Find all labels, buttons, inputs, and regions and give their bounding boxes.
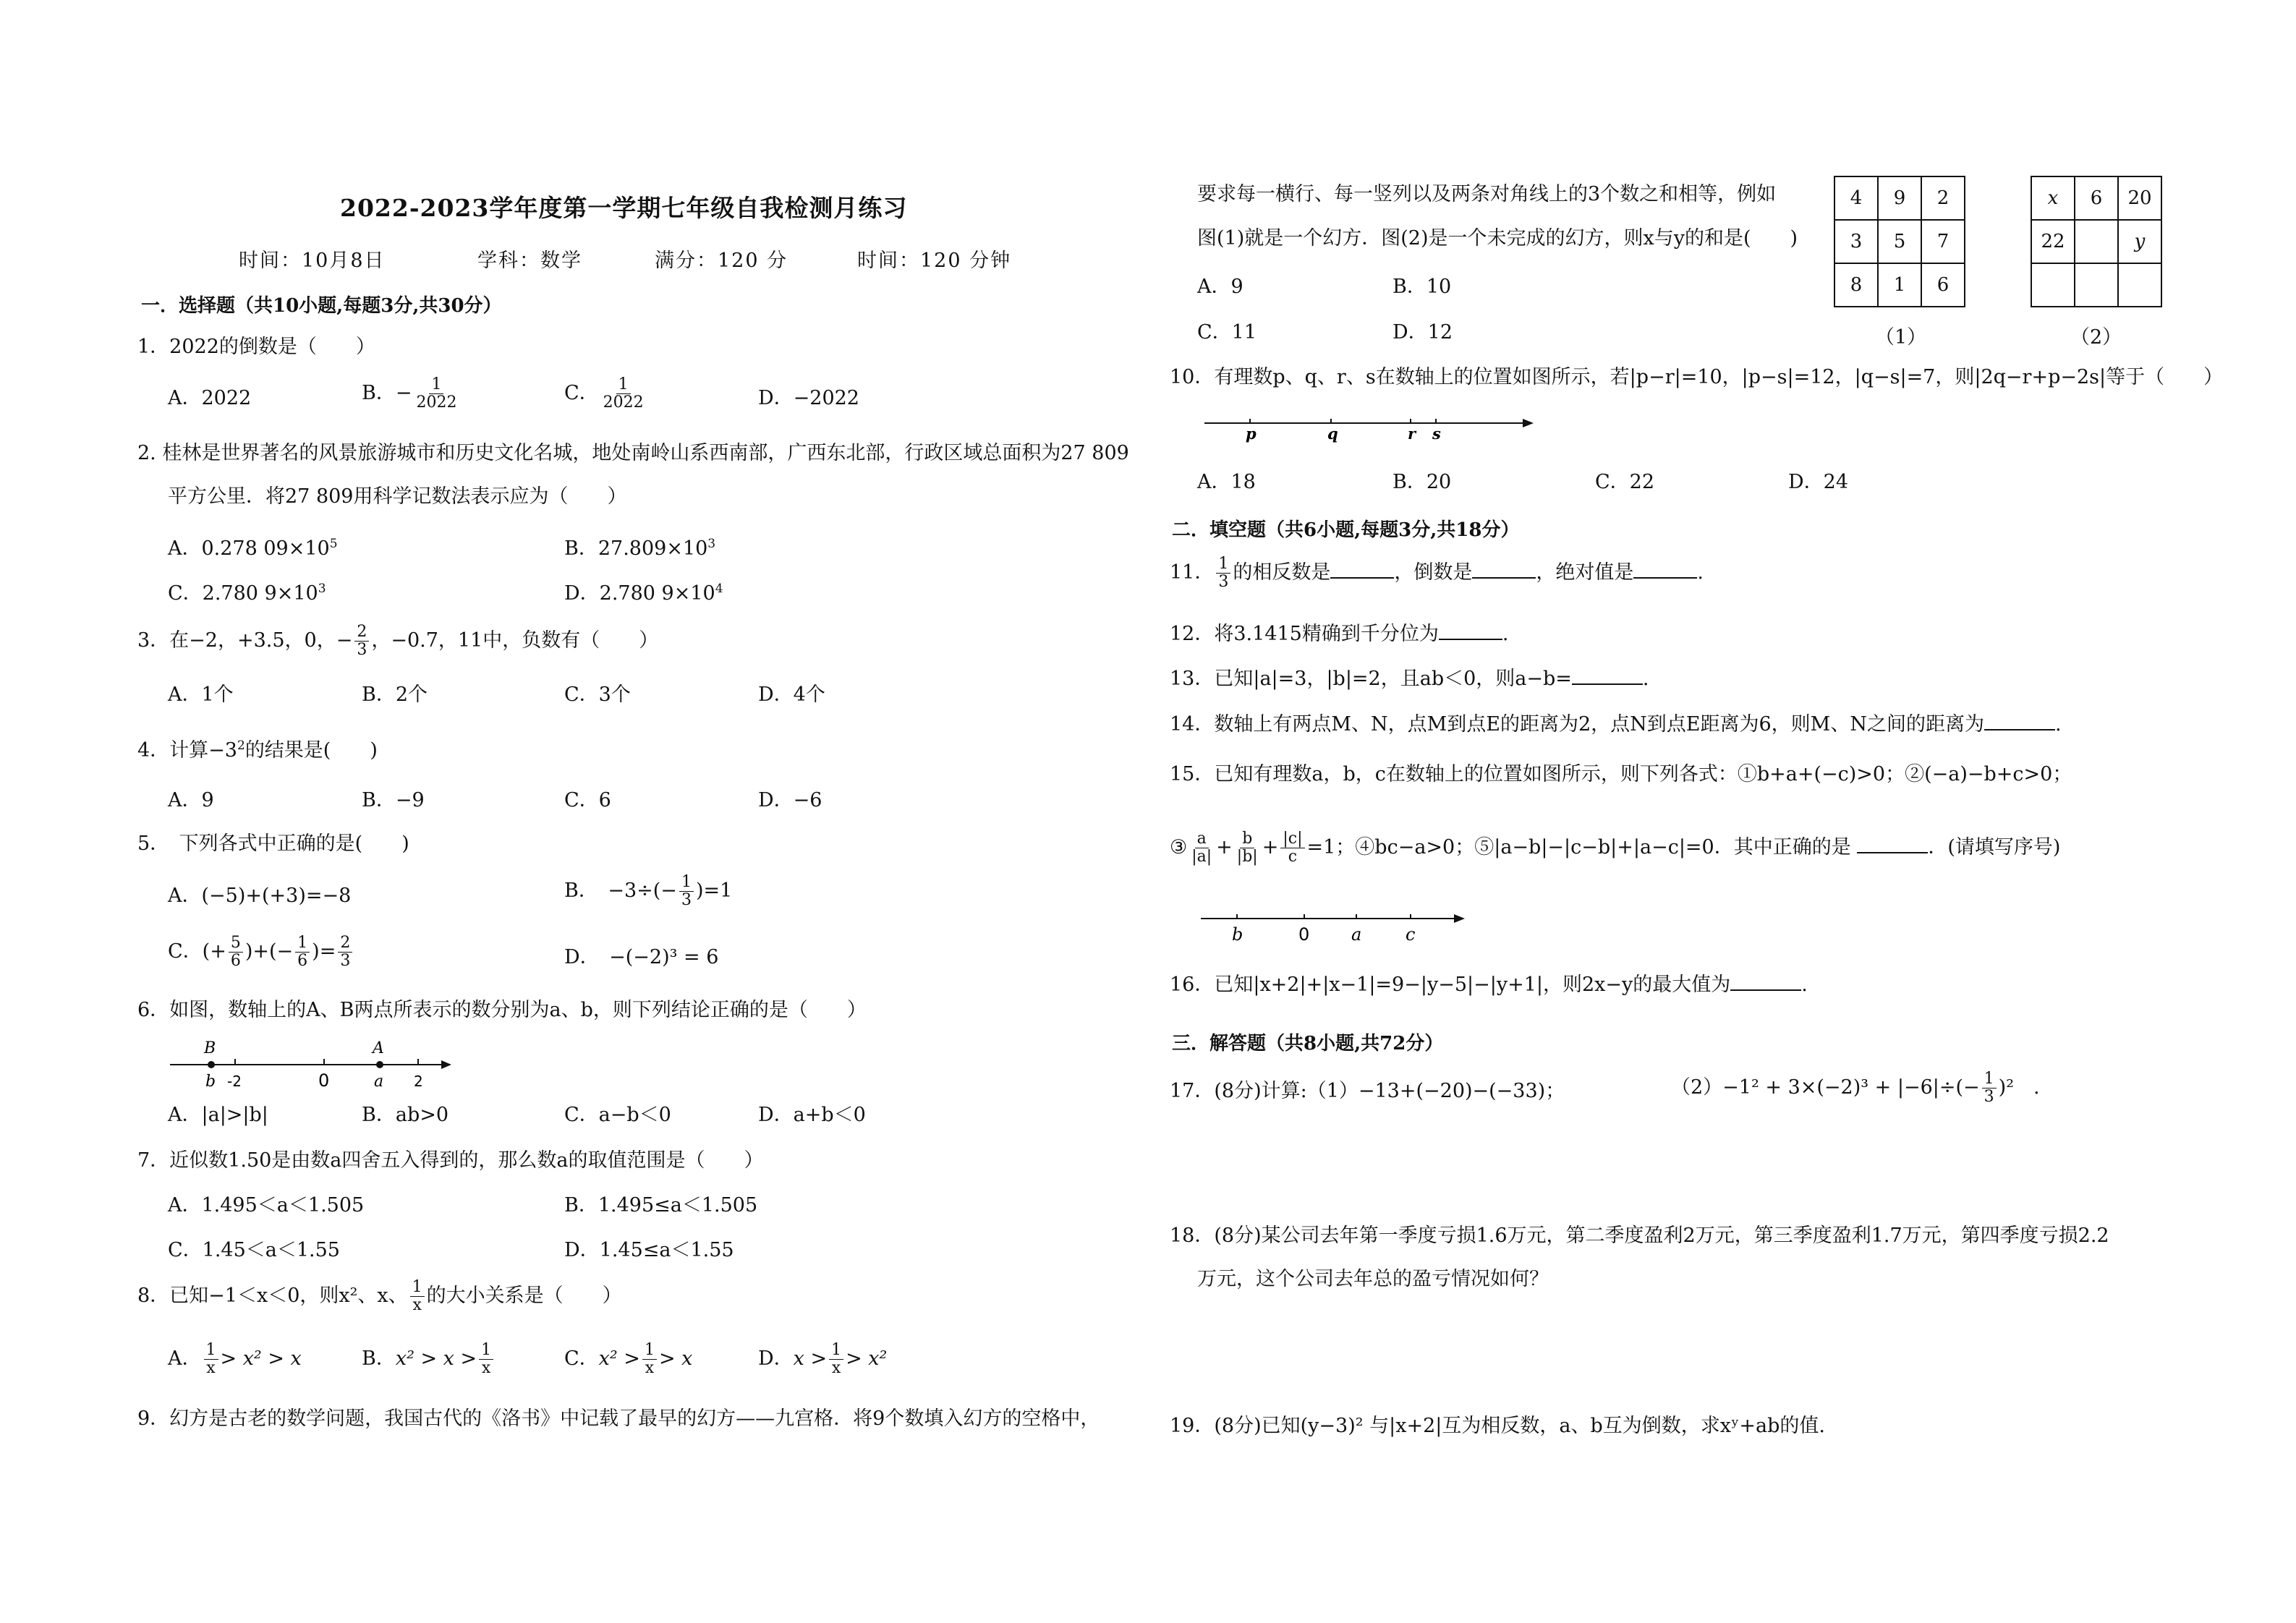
q2-option-b: B．$27.809\times 10^3$ [564, 537, 716, 560]
grid1-cell: 6 [1921, 263, 1965, 307]
point-a [376, 1061, 383, 1068]
label-zero: 0 [318, 1070, 330, 1091]
section-heading-solve: 三．解答题（共8小题,共72分） [1172, 1033, 1444, 1055]
magic-square-2 [2031, 176, 2162, 307]
question-13: 13．已知|a|=3，|b|=2，且ab＜0，则a−b= . [1170, 668, 1649, 690]
page-title: 2022-2023学年度第一学期七年级自我检测月练习 [340, 194, 908, 222]
q9-option-d: D．12 [1393, 321, 1453, 344]
q8-option-b: B．x² > x > $\frac{1}{x}$ [362, 1342, 496, 1377]
q2-option-a: A．0.278 $09\times 10^5$ [168, 537, 338, 560]
question-2-line1: 2. 桂林是世界著名的风景旅游城市和历史文化名城，地处南岭山系西南部，广西东北部，行政区域总面积为27 809 [137, 442, 1129, 464]
q7-option-b: B．1.495≤a＜1.505 [564, 1194, 758, 1217]
label-c: c [1406, 924, 1416, 945]
axis-arrow [1454, 914, 1465, 923]
question-10-stem: 10．有理数p、q、r、s在数轴上的位置如图所示，若|p−r|=10，|p−s|=12，|q−s|=7，则|2q−r+p−2s|等于（ ） [1170, 366, 2224, 388]
question-8-stem: 8．已知−1＜x＜0，则x²、x、 $\frac{1}{x}$ 的大小关系是（ ） [137, 1278, 622, 1314]
q8-option-d: D．x > $\frac{1}{x}$ > x² [758, 1341, 888, 1377]
grid1-cell: 5 [1878, 220, 1921, 263]
label-b: b [1232, 924, 1243, 945]
q3-option-d: D．4个 [758, 683, 825, 706]
grid1-cell: 8 [1834, 263, 1878, 307]
q10-number-line [1201, 409, 1541, 445]
grid1-cell: 2 [1921, 176, 1965, 220]
point-b [208, 1061, 215, 1068]
label-2: 2 [414, 1073, 423, 1090]
label-q: q [1327, 425, 1338, 443]
question-19: 19．(8分)已知(y−3)² 与|x+2|互为相反数，a、b互为倒数，求xʸ+ab的值. [1170, 1415, 1825, 1437]
q9-option-b: B．10 [1393, 276, 1452, 298]
q5-option-c: C．(+ $\frac{5}{6}$ )+(− $\frac{1}{6}$ )= $\frac{2}{3}$ [168, 934, 354, 970]
question-3-stem: 3．在−2，+3.5，0，− $\frac{2}{3}$ ，−0.7，11中，负数有（ ） [137, 623, 659, 659]
q1-option-c: C． $\frac{1}{2022}$ [564, 375, 644, 412]
magic-square-1 [1834, 176, 1965, 307]
q7-option-a: A．1.495＜a＜1.505 [168, 1194, 365, 1217]
q6-option-a: A．|a|>|b| [168, 1104, 268, 1126]
q4-option-b: B．−9 [362, 789, 425, 812]
label-b: b [205, 1073, 216, 1091]
grid2-cell [2031, 263, 2075, 307]
grid2-cell: y [2118, 220, 2161, 263]
question-15-line2: ③ $\frac{a}{|a|}$ + $\frac{b}{|b|}$ + $\frac{|c|}{c}$ =1；④bc−a>0；⑤|a−b|−|c−b|+|a−c|=0．其中正确的是 ．(请填写序号) [1170, 830, 2061, 866]
question-9-line1: 9．幻方是古老的数学问题，我国古代的《洛书》中记载了最早的幻方——九宫格．将9个数填入幻方的空格中， [137, 1407, 1100, 1430]
q5-option-b: B． −3÷(− $\frac{1}{3}$ )=1 [564, 873, 733, 909]
q10-option-d: D．24 [1788, 471, 1849, 493]
grid2-cell [2075, 263, 2118, 307]
q1-option-b: B．− $\frac{1}{2022}$ [362, 375, 457, 412]
axis-arrow [1523, 419, 1534, 427]
question-5-stem: 5． 下列各式中正确的是( ) [137, 832, 409, 855]
question-2-line2: 平方公里．将27 809用科学记数法表示应为（ ） [168, 485, 627, 508]
question-16: 16．已知|x+2|+|x−1|=9−|y−5|−|y+1|，则2x−y的最大值为 . [1170, 974, 1808, 996]
q8-option-c: C．x² > $\frac{1}{x}$ > x [564, 1341, 693, 1377]
q6-number-line [166, 1034, 456, 1092]
grid1-cell: 7 [1921, 220, 1965, 263]
exam-full-score: 满分：120 分 [655, 250, 788, 272]
question-9-line2: 要求每一横行、每一竖列以及两条对角线上的3个数之和相等，例如 [1197, 183, 1777, 205]
question-18-line1: 18．(8分)某公司去年第一季度亏损1.6万元，第二季度盈利2万元，第三季度盈利1.7万元，第四季度亏损2.2 [1170, 1224, 2109, 1247]
question-17-part2: （2）−1² + 3×(−2)³ + |−6|÷(− $\frac{1}{3}$ )² . [1671, 1070, 2040, 1106]
label-s: s [1432, 425, 1441, 443]
question-6-stem: 6．如图，数轴上的A、B两点所表示的数分别为a、b，则下列结论正确的是（ ） [137, 999, 867, 1021]
q10-option-c: C．22 [1595, 471, 1655, 493]
q3-option-b: B．2个 [362, 683, 428, 706]
question-12: 12．将3.1415精确到千分位为 . [1170, 623, 1509, 645]
q1-option-d: D．−2022 [758, 387, 859, 409]
q10-option-a: A．18 [1197, 471, 1256, 493]
label-a: a [374, 1073, 384, 1091]
grid2-cell: 22 [2031, 220, 2075, 263]
q1-option-a: A．2022 [168, 387, 252, 409]
question-15-line1: 15．已知有理数a，b，c在数轴上的位置如图所示，则下列各式：①b+a+(−c)>0；②(−a)−b+c>0； [1170, 763, 2072, 785]
q5-option-a: A．(−5)+(+3)=−8 [168, 885, 352, 907]
q6-option-b: B．ab>0 [362, 1104, 449, 1126]
label-B: B [204, 1039, 216, 1057]
question-7-stem: 7．近似数1.50是由数a四舍五入得到的，那么数a的取值范围是（ ） [137, 1149, 764, 1172]
q2-option-d: D．2.780 $9\times 10^4$ [564, 582, 723, 605]
grid1-cell: 3 [1834, 220, 1878, 263]
exam-duration: 时间：120 分钟 [857, 250, 1012, 272]
q7-option-c: C．1.45＜a＜1.55 [168, 1239, 340, 1261]
q6-option-d: D．a+b＜0 [758, 1104, 866, 1126]
question-1-stem: 1．2022的倒数是（ ） [137, 336, 375, 358]
question-14: 14．数轴上有两点M、N，点M到点E的距离为2，点N到点E距离为6，则M、N之间的距离为 . [1170, 713, 2062, 736]
grid2-cell: x [2031, 176, 2075, 220]
q6-option-c: C．a−b＜0 [564, 1104, 671, 1126]
grid1-cell: 1 [1878, 263, 1921, 307]
q4-option-d: D．−6 [758, 789, 822, 812]
exam-date: 时间：10月8日 [239, 250, 386, 272]
grid1-cell: 4 [1834, 176, 1878, 220]
q10-option-b: B．20 [1393, 471, 1452, 493]
section-heading-choice: 一．选择题（共10小题,每题3分,共30分） [141, 295, 502, 317]
grid2-cell: 20 [2118, 176, 2161, 220]
axis-arrow [441, 1060, 451, 1069]
q9-option-a: A．9 [1197, 276, 1243, 298]
magic-square-2-caption: （2） [2070, 326, 2122, 349]
q15-number-line [1197, 908, 1472, 947]
q9-option-c: C．11 [1197, 321, 1257, 344]
q4-option-c: C．6 [564, 789, 611, 812]
q5-option-d: D． −(−2)³ = 6 [564, 946, 719, 968]
q3-option-c: C．3个 [564, 683, 631, 706]
grid2-cell: 6 [2075, 176, 2118, 220]
q7-option-d: D．1.45≤a＜1.55 [564, 1239, 734, 1261]
grid1-cell: 9 [1878, 176, 1921, 220]
magic-square-1-caption: （1） [1875, 326, 1927, 349]
q3-option-a: A．1个 [168, 683, 234, 706]
label-minus2: -2 [227, 1073, 242, 1090]
section-heading-fill: 二．填空题（共6小题,每题3分,共18分） [1172, 519, 1520, 541]
label-p: p [1246, 425, 1257, 443]
q2-option-c: C．2.780 $9\times 10^3$ [168, 582, 326, 605]
grid2-cell [2075, 220, 2118, 263]
question-4-stem: 4．计算$-3^2$的结果是( ) [137, 738, 378, 762]
question-11: 11． $\frac{1}{3}$ 的相反数是 ，倒数是 ，绝对值是 . [1170, 555, 1704, 591]
label-r: r [1408, 425, 1416, 443]
question-17-part1: 17．(8分)计算:（1）−13+(−20)−(−33)； [1170, 1080, 1565, 1102]
q8-option-a: A． $\frac{1}{x}$ > x² > x [168, 1341, 302, 1377]
label-zero: 0 [1298, 924, 1310, 945]
exam-subject: 学科：数学 [477, 250, 582, 272]
label-a: a [1351, 924, 1362, 945]
grid2-cell [2118, 263, 2161, 307]
question-18-line2: 万元，这个公司去年总的盈亏情况如何？ [1197, 1268, 1549, 1290]
question-9-line3: 图(1)就是一个幻方．图(2)是一个未完成的幻方，则x与y的和是( ) [1197, 227, 1798, 250]
label-A: A [373, 1039, 384, 1057]
q4-option-a: A．9 [168, 789, 214, 812]
